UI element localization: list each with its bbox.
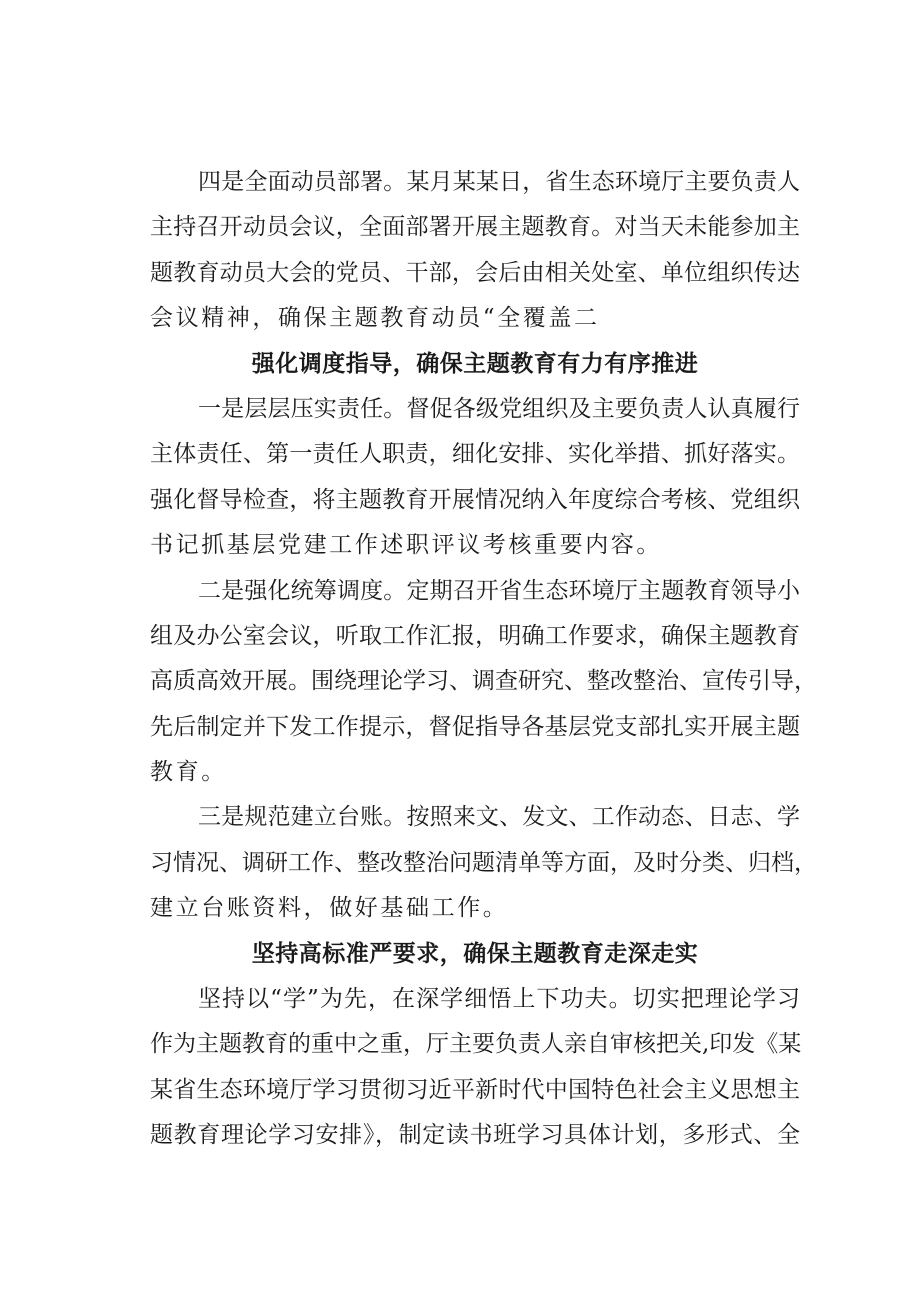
text-line: 会议精神，确保主题教育动员“全覆盖二: [150, 305, 600, 332]
paragraph: [150, 977, 800, 1159]
section-heading: 坚持高标准严要求，确保主题教育走深走实: [251, 940, 699, 967]
text-line: 组及办公室会议，听取工作汇报，明确工作要求，确保主题教育: [150, 622, 800, 649]
text-line: 三是规范建立台账。按照来文、发文、工作动态、日志、学: [198, 804, 800, 831]
text-line: 四是全面动员部署。某月某某日，省生态环境厅主要负责人: [198, 169, 800, 195]
text-line: 先后制定并下发工作提示，督促指导各基层党支部扎实开展主题: [150, 713, 800, 740]
text-line: 教育。: [150, 759, 227, 786]
text-line: 一是层层压实责任。督促各级党组织及主要负责人认真履行: [198, 395, 800, 422]
text-line: 二是强化统筹调度。定期召开省生态环境厅主题教育领导小: [198, 577, 800, 604]
document-page: [150, 160, 817, 1159]
paragraph: [150, 387, 800, 569]
paragraph: [150, 795, 817, 931]
section-heading: 强化调度指导，确保主题教育有力有序推进: [251, 350, 699, 377]
text-line: 主体责任、第一责任人职责，细化安排、实化举措、抓好落实。: [150, 441, 800, 468]
text-line: 坚持以“学”为先，在深学细悟上下功夫。切实把理论学习: [198, 986, 800, 1013]
text-line: 书记抓基层党建工作述职评议考核重要内容。: [150, 532, 662, 559]
text-line: 高质高效开展。围绕理论学习、调查研究、整改整治、宣传引导，: [150, 668, 817, 695]
text-line: 题教育动员大会的党员、干部，会后由相关处室、单位组织传达: [150, 259, 800, 286]
text-line: 题教育理论学习安排》，制定读书班学习具体计划，多形式、全: [150, 1122, 800, 1149]
text-line: 某省生态环境厅学习贯彻习近平新时代中国特色社会主义思想主: [150, 1076, 800, 1103]
text-line: 习情况、调研工作、整改整治问题清单等方面，及时分类、归档，: [150, 849, 817, 876]
paragraph: [150, 569, 817, 796]
text-line: 主持召开动员会议，全面部署开展主题教育。对当天未能参加主: [150, 214, 800, 241]
text-line: 强化督导检查，将主题教育开展情况纳入年度综合考核、党组织: [150, 486, 800, 513]
paragraph: [150, 160, 800, 342]
text-line: 作为主题教育的重中之重，厅主要负责人亲自审核把关,印发《某: [150, 1031, 802, 1058]
text-line: 建立台账资料，做好基础工作。: [150, 895, 509, 922]
